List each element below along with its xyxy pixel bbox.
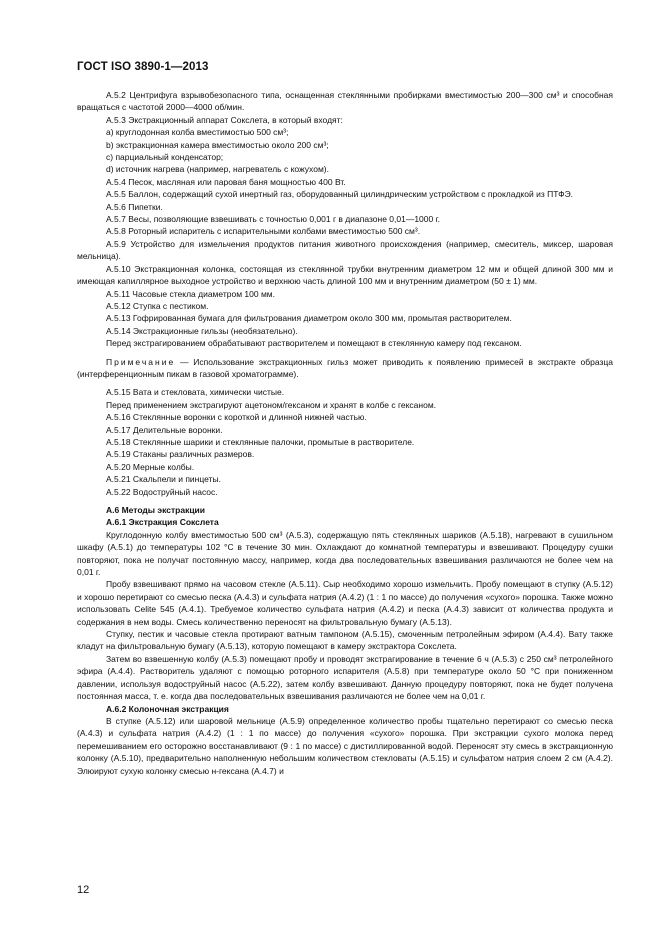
- subsection-heading: А.6.1 Экстракция Сокслета: [106, 517, 219, 528]
- paragraph: А.5.3 Экстракционный аппарат Сокслета, в который входят:: [106, 114, 343, 125]
- paragraph: А.5.13 Гофрированная бумага для фильтрования диаметром около 300 мм, промытая растворителем.: [106, 313, 512, 324]
- paragraph: Перед применением экстрагируют ацетоном/гексаном и хранят в колбе с гексаном.: [106, 399, 437, 410]
- paragraph: Затем во взвешенную колбу (А.5.3) помещают пробу и проводят экстрагирование в течение 6 ч (А.5.3) с 250 см³ петролейного эфира (А.4.4). Растворитель удаляют с помощью роторного испарителя (А.5.8) при температуре около 50 °С при пониженном давлении, используя водоструйный насос (А.5.22), затем колбу взвешивают. Данную процедуру повторяют, пока не будет получена постоянная масса, т. е. когда два последовательных взвешивания различаются не более чем на 0,01 г.: [77, 653, 613, 702]
- paragraph: А.5.16 Стеклянные воронки с короткой и длинной нижней частью.: [106, 412, 367, 423]
- note: [77, 356, 613, 381]
- paragraph: А.5.9 Устройство для измельчения продуктов питания животного происхождения (например, смеситель, миксер, шаровая мельница).: [77, 238, 613, 262]
- paragraph: А.5.12 Ступка с пестиком.: [106, 300, 209, 311]
- list-item: b) экстракционная камера вместимостью около 200 см³;: [106, 139, 329, 150]
- list-item: a) круглодонная колба вместимостью 500 см³;: [106, 127, 289, 138]
- note-text: — Использование экстракционных гильз может приводить к появлению примесей в экстракте образца (интерференционным пикам в газовой хроматограмме).: [77, 356, 613, 379]
- list-item: c) парциальный конденсатор;: [106, 152, 224, 163]
- paragraph: А.5.20 Мерные колбы.: [106, 461, 195, 472]
- paragraph: А.5.7 Весы, позволяющие взвешивать с точностью 0,001 г в диапазоне 0,01—1000 г.: [106, 214, 441, 225]
- paragraph: А.5.2 Центрифуга взрывобезопасного типа, оснащенная стеклянными пробирками вместимостью 200—300 см³ и способная вращаться с частотой 2000—4000 об/мин.: [77, 90, 613, 113]
- list-item: d) источник нагрева (например, нагреватель с кожухом).: [106, 164, 329, 175]
- paragraph: А.5.11 Часовые стекла диаметром 100 мм.: [106, 288, 275, 299]
- paragraph: А.5.8 Роторный испаритель с испарительными колбами вместимостью 500 см³.: [106, 226, 421, 237]
- section-heading: А.6 Методы экстракции: [106, 505, 206, 515]
- paragraph: Перед экстрагированием обрабатывают растворителем и помещают в стеклянную камеру под гексаном.: [106, 338, 522, 349]
- paragraph: А.5.6 Пипетки.: [106, 201, 163, 212]
- subsection-heading: А.6.2 Колоночная экстракция: [106, 703, 229, 714]
- paragraph: Круглодонную колбу вместимостью 500 см³ (А.5.3), содержащую пять стеклянных шариков (А.5.18), нагревают в сушильном шкафу (А.5.1) до температуры 102 °С в течение 30 мин. Охлаждают до комнатной температуры и взвешивают. Процедуру сушки повторяют, пока не получат постоянную массу, например, когда два последовательных взвешивания различаются не более чем на 0,01 г.: [77, 529, 613, 578]
- paragraph: А.5.5 Баллон, содержащий сухой инертный газ, оборудованный цилиндрическим устройством с прокладкой из ПТФЭ.: [106, 189, 574, 200]
- paragraph: А.5.17 Делительные воронки.: [106, 424, 223, 435]
- page-header: ГОСТ ISO 3890-1—2013: [77, 61, 209, 73]
- paragraph: А.5.4 Песок, масляная или паровая баня мощностью 400 Вт.: [106, 176, 346, 187]
- document-body: [77, 89, 613, 777]
- paragraph: А.5.19 Стаканы различных размеров.: [106, 449, 255, 460]
- paragraph: А.5.10 Экстракционная колонка, состоящая из стеклянной трубки внутренним диаметром 12 мм и общей длиной 300 мм и имеющая капиллярное выходное устройство и верхнюю часть длиной 100 мм и внутренним диаметром (50 ± 1) мм.: [77, 263, 613, 287]
- note-label: Примечание: [106, 356, 176, 367]
- paragraph: А.5.18 Стеклянные шарики и стеклянные палочки, промытые в растворителе.: [106, 436, 415, 447]
- paragraph: А.5.21 Скальпели и пинцеты.: [106, 474, 221, 485]
- paragraph: Ступку, пестик и часовые стекла протирают ватным тампоном (А.5.15), смоченным петролейным эфиром (А.4.4). Вату также кладут на фильтровальную бумагу (А.5.13), которую помещают в камеру экстрактора Сокслета.: [77, 629, 613, 652]
- paragraph: А.5.15 Вата и стекловата, химически чистые.: [106, 387, 285, 398]
- paragraph: А.5.14 Экстракционные гильзы (необязательно).: [106, 325, 298, 336]
- paragraph: А.5.22 Водоструйный насос.: [106, 486, 218, 497]
- paragraph: В ступке (А.5.12) или шаровой мельнице (А.5.9) определенное количество пробы тщательно перетирают со смесью песка (А.4.3) и сульфата натрия (А.4.2) (1 : 1 по массе) до получения «сухого» порошка. При экстракции сухого молока перед перемешиванием его осторожно восстанавливают (9 : 1 по массе) с дистиллированной водой. Переносят эту смесь в экстракционную колонку (А.5.10), предварительно наполненную небольшим количеством стекловаты (А.5.15) и сульфатом натрия слоем 2 см (А.4.2). Элюируют сухую колонку смесью н-гексана (А.4.7) и: [77, 715, 613, 776]
- page-number: 12: [77, 884, 90, 896]
- paragraph: Пробу взвешивают прямо на часовом стекле (А.5.11). Сыр необходимо хорошо измельчить. Пробу помещают в ступку (А.5.12) и хорошо перетирают со смесью песка (А.4.3) и сульфата натрия (А.4.2) (1 : 1 по массе) до получения «сухого» порошка. Также можно использовать Celite 545 (А.4.1). Требуемое количество сульфата натрия (А.4.2) и песка (А.4.3) зависит от количества продукта и содержания в нем воды. Смесь количественно переносят на фильтровальную бумагу (А.5.13).: [77, 579, 613, 627]
